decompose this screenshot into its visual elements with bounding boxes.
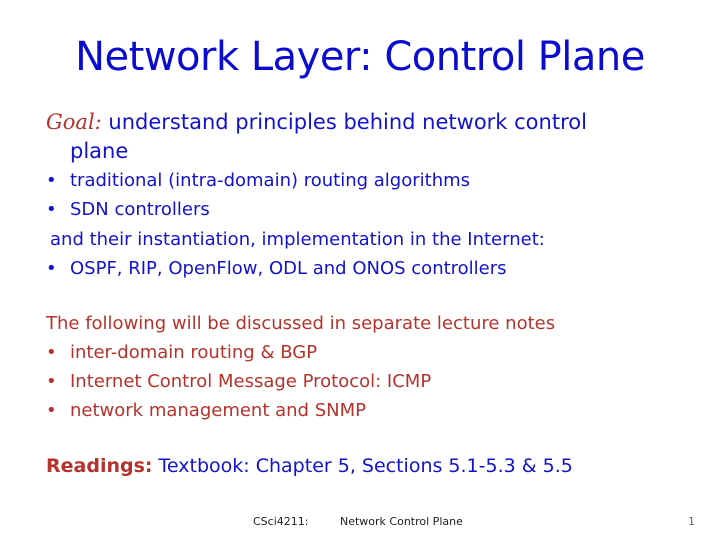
bullet-item [46, 170, 470, 191]
bullet-item [46, 342, 317, 363]
readings-text: Textbook: Chapter 5, Sections 5.1-5.3 & 5.5 [158, 455, 573, 477]
readings-line [46, 455, 573, 477]
bullet-item [46, 258, 507, 279]
page-number: 1 [688, 515, 695, 528]
separate-notes-heading: The following will be discussed in separate lecture notes [46, 313, 556, 334]
footer-course: CSci4211: [253, 515, 309, 528]
bullet-item [46, 371, 431, 392]
footer-topic: Network Control Plane [340, 515, 463, 528]
goal-text: understand principles behind network control [108, 110, 587, 134]
bullet-dot: • [46, 371, 57, 392]
slide-title: Network Layer: Control Plane [75, 34, 645, 80]
bullet-dot: • [46, 342, 57, 363]
bullet-text: network management and SNMP [70, 400, 366, 421]
bullet-item [46, 199, 210, 220]
bullet-item [46, 400, 366, 421]
bullet-dot: • [46, 199, 57, 220]
goal-line [46, 110, 587, 134]
goal-label: Goal: [46, 110, 102, 134]
goal-continuation: plane [70, 139, 129, 163]
bullet-text: OSPF, RIP, OpenFlow, ODL and ONOS controllers [70, 258, 507, 279]
bullet-dot: • [46, 258, 57, 279]
bullet-text: inter-domain routing & BGP [70, 342, 318, 363]
bullet-text: Internet Control Message Protocol: ICMP [70, 371, 432, 392]
bullet-text: traditional (intra-domain) routing algorithms [70, 170, 471, 191]
bullet-text: SDN controllers [70, 199, 210, 220]
bullet-dot: • [46, 170, 57, 191]
readings-label: Readings: [46, 455, 153, 477]
instantiation-text: and their instantiation, implementation in the Internet: [50, 229, 545, 250]
bullet-dot: • [46, 400, 57, 421]
